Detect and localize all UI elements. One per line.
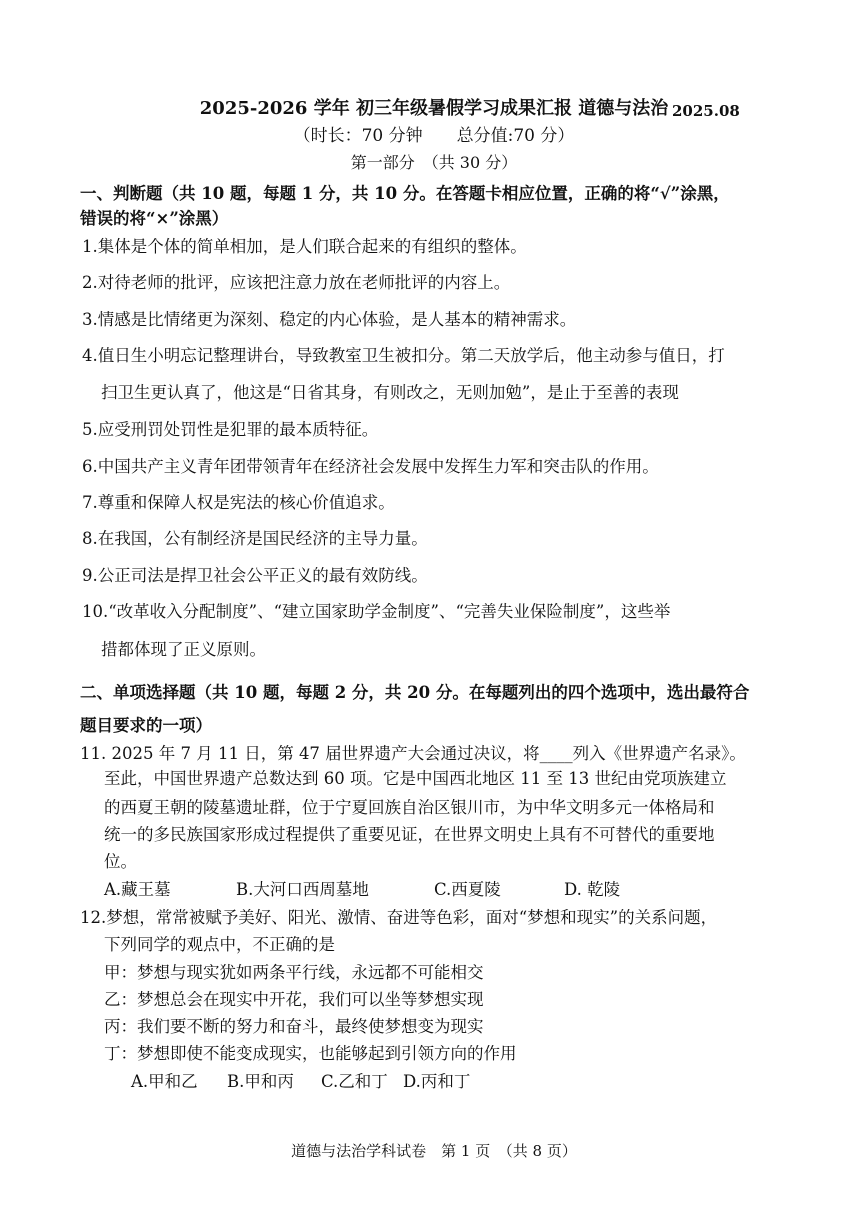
exam-duration: （时长：70 分钟 总分值:70 分） [293, 126, 575, 146]
q12-option-a[interactable]: A.甲和乙 [131, 1072, 198, 1091]
judge-item-8: 8.在我国，公有制经济是国民经济的主导力量。 [82, 529, 428, 548]
q11-line-3: 的西夏王朝的陵墓遗址群，位于宁夏回族自治区银川市，为中华文明多元一体格局和 [104, 798, 715, 817]
q11-option-d[interactable]: D. 乾陵 [564, 880, 621, 899]
q11-line-1: 11. 2025 年 7 月 11 日，第 47 届世界遗产大会通过决议，将____列入《世界遗产名录》。 [80, 744, 746, 763]
q12-statement-ding: 丁：梦想即使不能变成现实，也能够起到引领方向的作用 [104, 1044, 517, 1063]
q12-option-c[interactable]: C.乙和丁 [321, 1072, 388, 1091]
q11-options [104, 879, 620, 901]
judge-item-7: 7.尊重和保障人权是宪法的核心价值追求。 [82, 493, 395, 512]
judge-item-6: 6.中国共产主义青年团带领青年在经济社会发展中发挥生力军和突击队的作用。 [82, 457, 659, 476]
exam-date: 2025.08 [672, 102, 740, 120]
judge-item-2: 2.对待老师的批评，应该把注意力放在老师批评的内容上。 [82, 273, 511, 292]
q12-option-d[interactable]: D.丙和丁 [403, 1072, 471, 1091]
judge-item-3: 3.情感是比情绪更为深刻、稳定的内心体验，是人基本的精神需求。 [82, 310, 577, 329]
q12-statement-yi: 乙：梦想总会在现实中开花，我们可以坐等梦想实现 [104, 990, 484, 1009]
q12-statement-jia: 甲：梦想与现实犹如两条平行线，永远都不可能相交 [104, 963, 484, 982]
exam-title: 2025-2026 学年 初三年级暑假学习成果汇报 道德与法治 [199, 98, 669, 119]
section2-heading: 二、单项选择题（共 10 题，每题 2 分，共 20 分。在每题列出的四个选项中，选出最符合 [80, 683, 750, 702]
judge-item-4-cont: 扫卫生更认真了，他这是“日省其身，有则改之，无则加勉”，是止于至善的表现 [101, 383, 679, 402]
q11-line-5: 位。 [104, 852, 137, 871]
q12-line-1: 12.梦想，常常被赋予美好、阳光、激情、奋进等色彩，面对“梦想和现实”的关系问题， [80, 908, 718, 927]
q12-option-b[interactable]: B.甲和丙 [227, 1072, 294, 1091]
section1-heading-cont: 错误的将“×”涂黑） [80, 209, 229, 228]
section1-heading: 一、判断题（共 10 题，每题 1 分，共 10 分。在答题卡相应位置，正确的将“√”涂黑， [80, 184, 730, 203]
q12-statement-bing: 丙：我们要不断的努力和奋斗，最终使梦想变为现实 [104, 1017, 484, 1036]
q11-option-c[interactable]: C.西夏陵 [434, 880, 501, 899]
judge-item-1: 1.集体是个体的简单相加，是人们联合起来的有组织的整体。 [82, 237, 527, 256]
q12-line-2: 下列同学的观点中，不正确的是 [104, 935, 335, 954]
q11-line-4: 统一的多民族国家形成过程提供了重要见证，在世界文明史上具有不可替代的重要地 [104, 825, 715, 844]
page-footer: 道德与法治学科试卷 第 1 页 （共 8 页） [291, 1142, 577, 1160]
judge-item-5: 5.应受刑罚处罚性是犯罪的最本质特征。 [82, 420, 379, 439]
section2-heading-cont: 题目要求的一项） [80, 716, 212, 735]
judge-item-10: 10.“改革收入分配制度”、“建立国家助学金制度”、“完善失业保险制度”，这些举 [82, 602, 671, 621]
judge-item-10-cont: 措都体现了正义原则。 [101, 640, 266, 659]
judge-item-9: 9.公正司法是捍卫社会公平正义的最有效防线。 [82, 566, 428, 585]
q11-option-a[interactable]: A.藏王墓 [104, 880, 171, 899]
q12-options [131, 1071, 470, 1093]
part-heading: 第一部分 （共 30 分） [350, 153, 518, 172]
judge-item-4: 4.值日生小明忘记整理讲台，导致教室卫生被扣分。第二天放学后，他主动参与值日，打 [82, 346, 725, 365]
q11-line-2: 至此，中国世界遗产总数达到 60 项。它是中国西北地区 11 至 13 世纪由党项族建立 [104, 769, 727, 788]
q11-option-b[interactable]: B.大河口西周墓地 [236, 880, 369, 899]
